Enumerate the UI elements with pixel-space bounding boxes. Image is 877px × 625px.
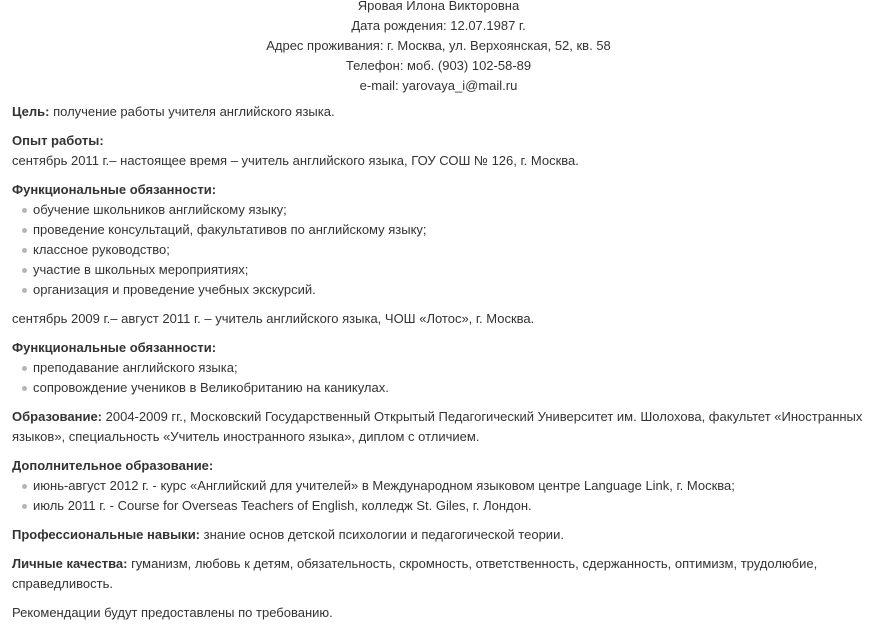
recommendations: Рекомендации будут предоставлены по требованию. (12, 605, 333, 620)
list-item-text: обучение школьников английскому языку; (33, 202, 287, 217)
education-label: Образование: (12, 409, 103, 424)
additional-education-list (12, 476, 865, 516)
qualities-line-2: справедливость. (12, 576, 113, 591)
list-item (22, 240, 865, 260)
list-item (22, 476, 865, 496)
list-item-text: преподавание английского языка; (33, 360, 238, 375)
experience-label-text: Опыт работы: (12, 133, 104, 148)
education-line-2: языков», специальность «Учитель иностранного языка», диплом с отличием. (12, 429, 480, 444)
birth-date: Дата рождения: 12.07.1987 г. (351, 18, 526, 33)
qualities-line-1: гуманизм, любовь к детям, обязательность, скромность, ответственность, сдержанность, оптимизм, трудолюбие, (127, 556, 818, 571)
skills-paragraph (12, 525, 865, 545)
additional-education-label-text: Дополнительное образование: (12, 458, 214, 473)
qualities-label: Личные качества: (12, 556, 128, 571)
bullet-icon (22, 228, 27, 233)
experience-label (12, 131, 865, 151)
list-item-text: классное руководство; (33, 242, 170, 257)
list-item (22, 358, 865, 378)
bullet-icon (22, 366, 27, 371)
skills-text: знание основ детской психологии и педагогической теории. (200, 527, 564, 542)
list-item (22, 200, 865, 220)
qualities-paragraph (12, 554, 865, 574)
resume-header (12, 0, 865, 96)
goal-label: Цель: (12, 104, 50, 119)
duties-2-label-text: Функциональные обязанности: (12, 340, 217, 355)
bullet-icon (22, 484, 27, 489)
list-item (22, 378, 865, 398)
bullet-icon (22, 504, 27, 509)
additional-education-label (12, 456, 865, 476)
education-paragraph (12, 407, 865, 427)
duties-2-label (12, 338, 865, 358)
skills-label: Профессиональные навыки: (12, 527, 201, 542)
bullet-icon (22, 248, 27, 253)
list-item (22, 496, 865, 516)
goal-paragraph (12, 102, 865, 122)
email: e-mail: yarovaya_i@mail.ru (359, 78, 518, 93)
bullet-icon (22, 386, 27, 391)
duties-1-label (12, 180, 865, 200)
bullet-icon (22, 268, 27, 273)
job-2: сентябрь 2009 г.– август 2011 г. – учитель английского языка, ЧОШ «Лотос», г. Москва. (12, 311, 535, 326)
list-item (22, 220, 865, 240)
job-1: сентябрь 2011 г.– настоящее время – учитель английского языка, ГОУ СОШ № 126, г. Москва. (12, 153, 579, 168)
list-item-text: проведение консультаций, факультативов по английскому языку; (33, 222, 427, 237)
list-item-text: организация и проведение учебных экскурсий. (33, 282, 316, 297)
list-item (22, 280, 865, 300)
list-item-text: участие в школьных мероприятиях; (33, 262, 249, 277)
duties-1-label-text: Функциональные обязанности: (12, 182, 217, 197)
bullet-icon (22, 288, 27, 293)
list-item-text: сопровождение учеников в Великобританию на каникулах. (33, 380, 389, 395)
goal-text: получение работы учителя английского языка. (49, 104, 335, 119)
duties-2-list (12, 358, 865, 398)
duties-1-list (12, 200, 865, 300)
list-item (22, 260, 865, 280)
education-line-1: 2004-2009 гг., Московский Государственный Открытый Педагогический Университет им. Шолохова, факультет «Иностранных (102, 409, 863, 424)
bullet-icon (22, 208, 27, 213)
address: Адрес проживания: г. Москва, ул. Верхоянская, 52, кв. 58 (266, 38, 611, 53)
applicant-name: Яровая Илона Викторовна (357, 0, 520, 13)
list-item-text: июнь-август 2012 г. - курс «Английский для учителей» в Международном языковом центре Language Link, г. Москва; (33, 478, 735, 493)
list-item-text: июль 2011 г. - Course for Overseas Teachers of English, колледж St. Giles, г. Лондон. (33, 498, 532, 513)
phone: Телефон: моб. (903) 102-58-89 (345, 58, 532, 73)
